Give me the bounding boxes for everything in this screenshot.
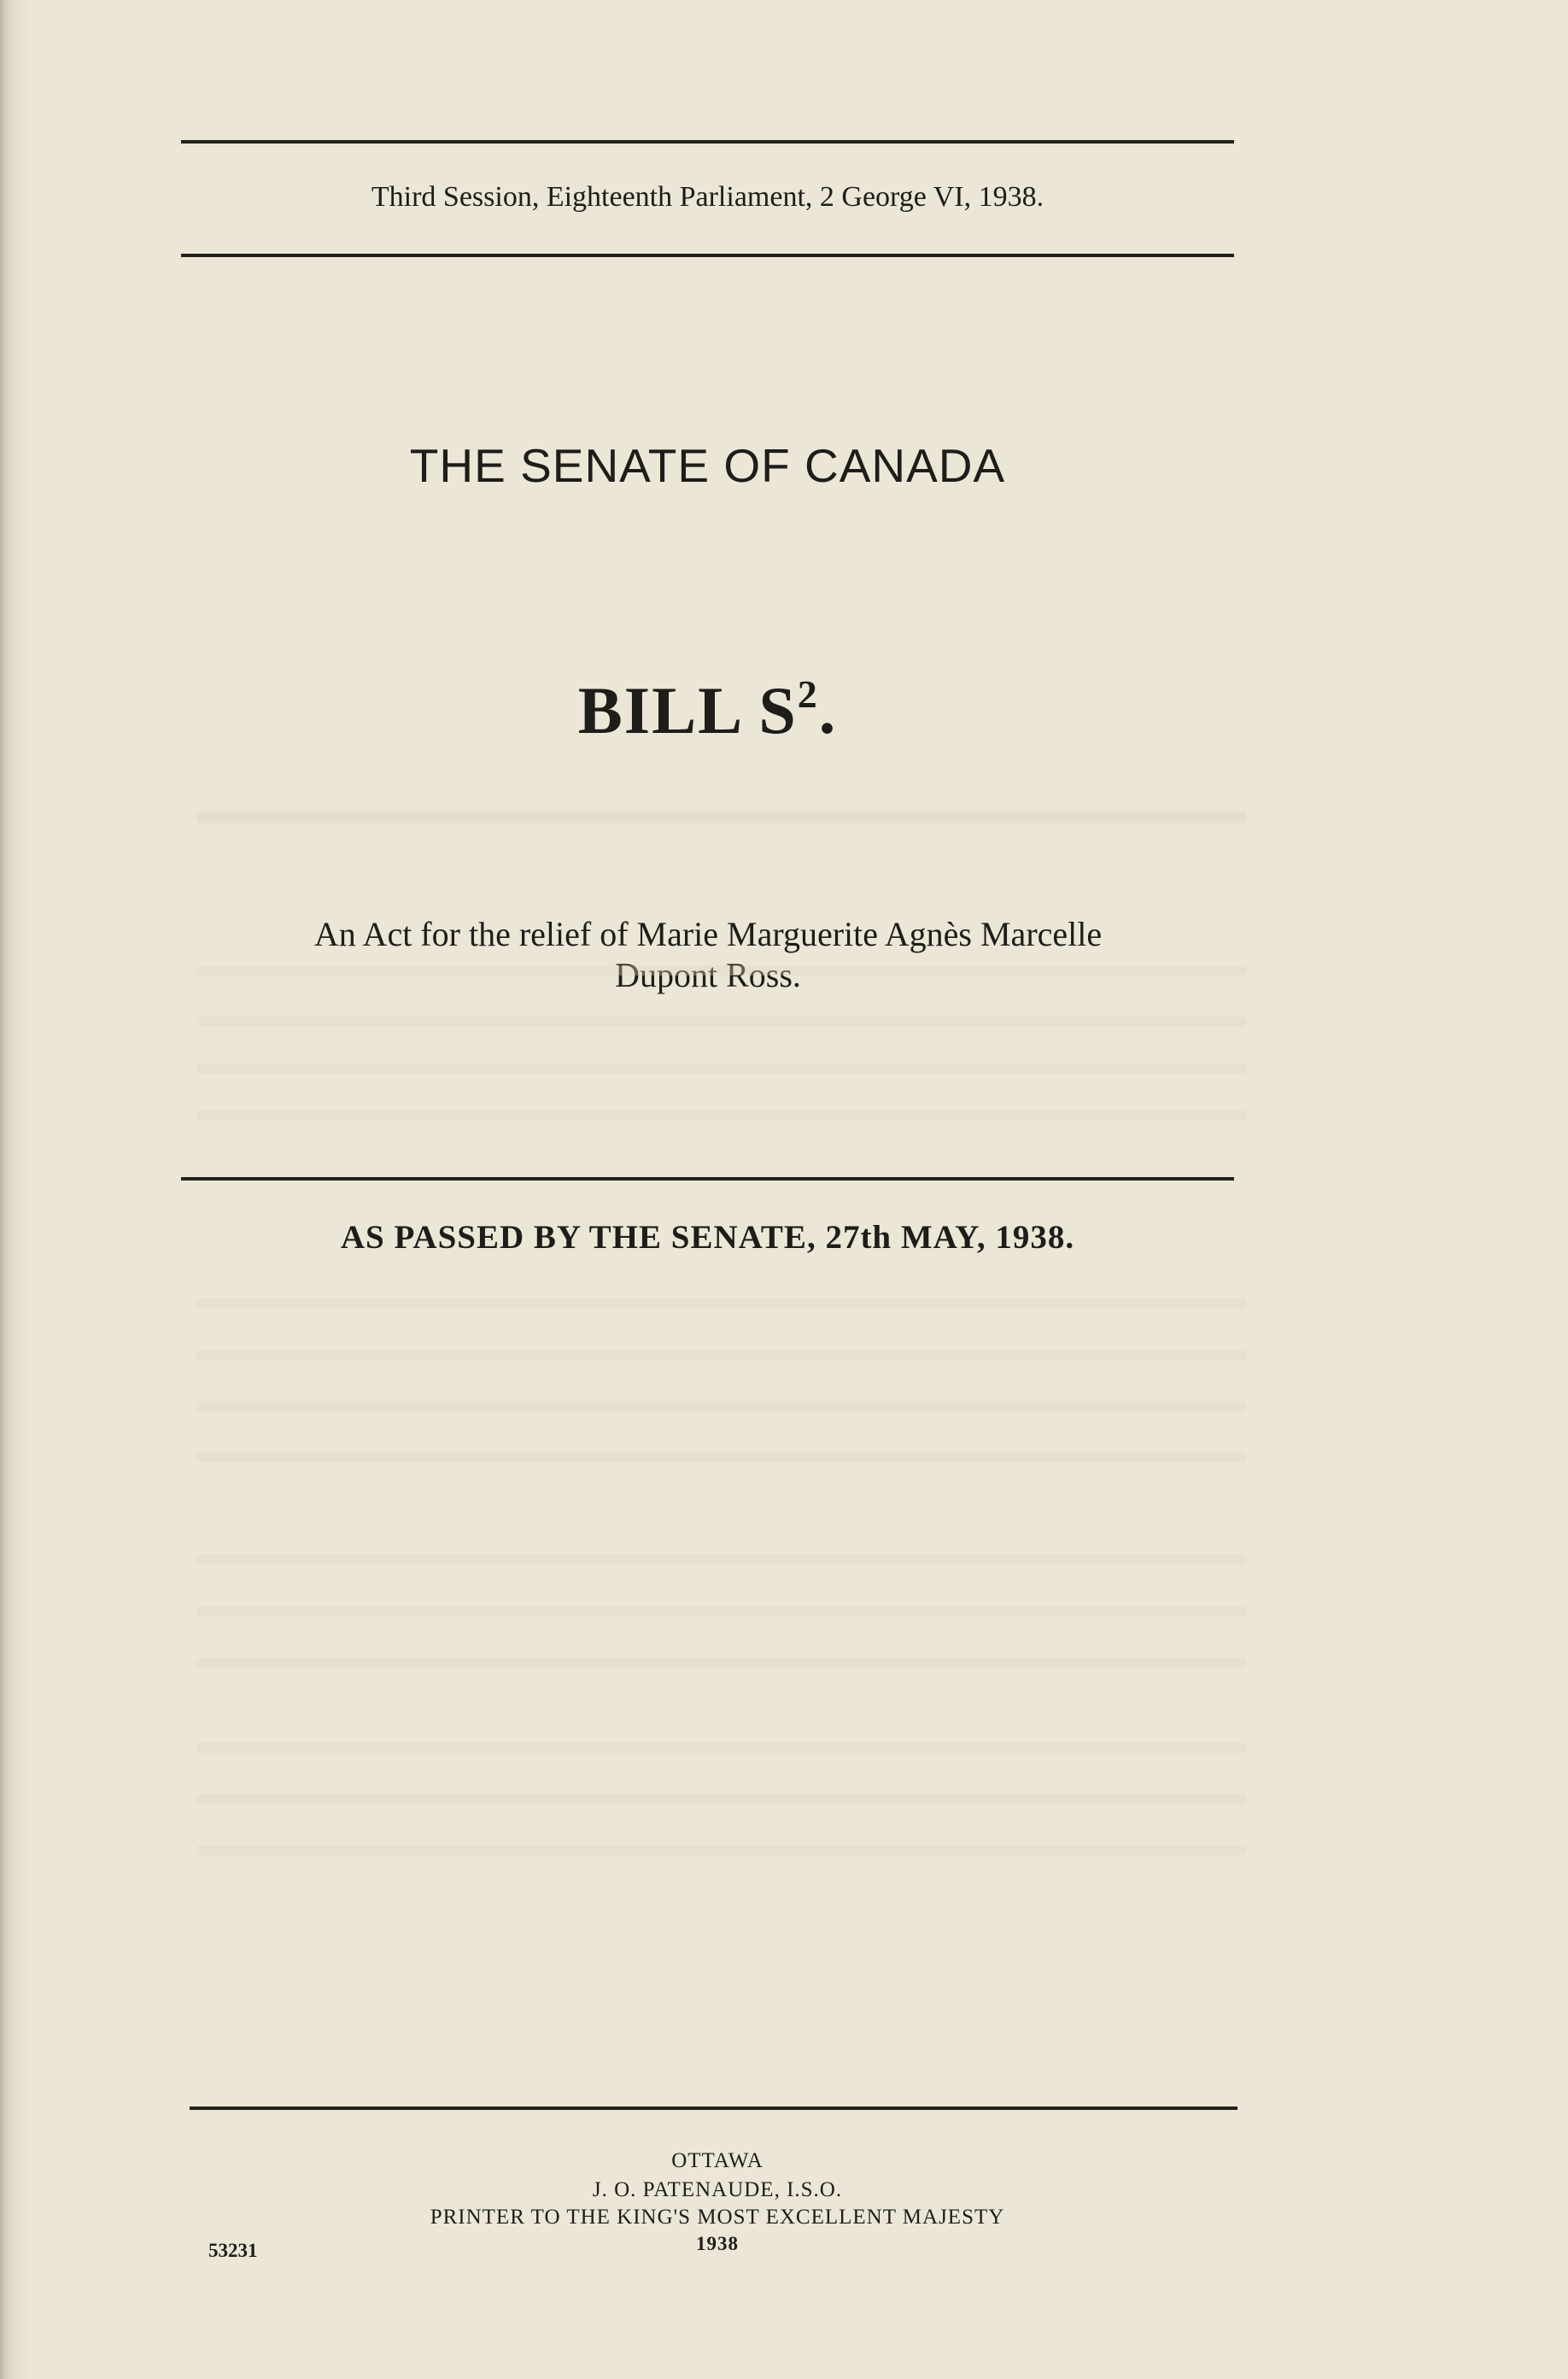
imprint-city: OTTAWA — [671, 2149, 764, 2172]
bill-title — [181, 672, 1234, 749]
act-line-2: Dupont Ross. — [615, 956, 801, 994]
session-rule — [181, 254, 1234, 257]
act-description — [176, 914, 1240, 996]
session-line: Third Session, Eighteenth Parliament, 2 George VI, 1938. — [371, 181, 1044, 213]
imprint-printer: J. O. PATENAUDE, I.S.O. — [592, 2178, 843, 2201]
bill-label: BILL S — [577, 673, 798, 747]
top-rule — [181, 140, 1234, 144]
bill-superscript: 2 — [797, 672, 819, 716]
passed-status: AS PASSED BY THE SENATE, 27th MAY, 1938. — [340, 1219, 1075, 1256]
imprint-office: PRINTER TO THE KING'S MOST EXCELLENT MAJESTY — [430, 2206, 1005, 2229]
imprint-year: 1938 — [696, 2233, 739, 2254]
bottom-rule — [190, 2107, 1237, 2110]
bill-period: . — [818, 673, 838, 747]
senate-title: THE SENATE OF CANADA — [409, 439, 1006, 492]
passed-rule — [181, 1177, 1234, 1181]
document-number: 53231 — [208, 2240, 258, 2261]
act-line-1: An Act for the relief of Marie Marguerite Agnès Marcelle — [313, 915, 1103, 953]
